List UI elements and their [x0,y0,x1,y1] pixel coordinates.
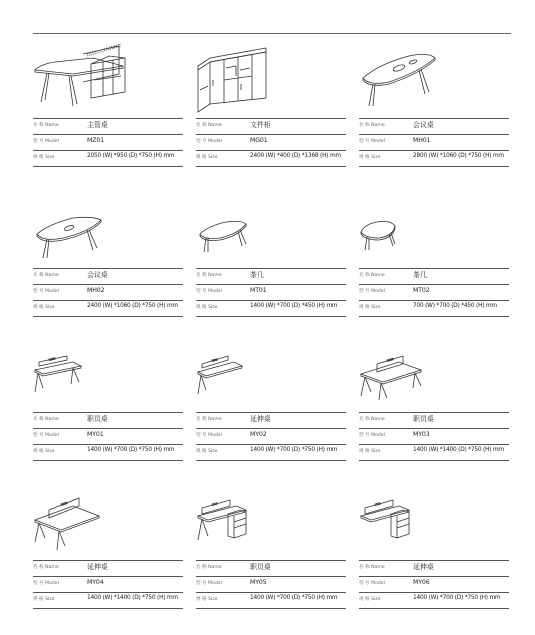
spec-table [196,268,346,317]
product-model: MY04 [87,579,104,586]
name-label: 名 称 Name [359,123,385,128]
spec-table [196,560,346,609]
product-name: 延伸桌 [87,563,108,571]
name-label: 名 称 Name [196,123,222,128]
product-card-mh01 [359,40,509,168]
name-label: 名 称 Name [196,417,222,422]
product-size: 700 (W) *700 (D) *450 (H) mm [413,303,497,309]
spec-table [33,268,183,317]
double-desk-icon [359,350,509,412]
product-model: MH01 [413,137,431,144]
name-label: 名 称 Name [33,273,59,278]
size-label: 规 格 Size [359,305,381,310]
extension-desk-icon [196,350,346,412]
name-label: 名 称 Name [33,123,59,128]
product-size: 1400 (W) *1400 (D) *750 (H) mm [413,447,504,453]
conference-table-icon [33,206,183,268]
model-label: 型 号 Model [196,139,222,144]
spec-table [359,268,509,317]
name-label: 名 称 Name [359,565,385,570]
model-label: 型 号 Model [359,581,385,586]
product-card-my04 [33,490,183,610]
spec-table [359,560,509,609]
product-card-mz01 [33,40,183,168]
product-name: 茶几 [413,271,427,279]
product-size: 2050 (W) *950 (D) *750 (H) mm [87,153,175,159]
model-label: 型 号 Model [33,139,59,144]
product-model: MH02 [87,287,105,294]
size-label: 规 格 Size [359,449,381,454]
size-label: 规 格 Size [196,155,218,160]
executive-desk-icon [33,40,183,120]
product-card-my01 [33,350,183,462]
size-label: 规 格 Size [359,155,381,160]
double-extension-desk-icon [33,490,183,558]
model-label: 型 号 Model [359,289,385,294]
product-model: MY05 [250,579,267,586]
model-label: 型 号 Model [196,433,222,438]
model-label: 型 号 Model [33,289,59,294]
name-label: 名 称 Name [359,417,385,422]
product-model: MT02 [413,287,430,294]
staff-desk-icon [33,350,183,412]
name-label: 名 称 Name [196,565,222,570]
round-table-icon [359,206,509,268]
size-label: 规 格 Size [33,155,55,160]
product-name: 职员桌 [87,415,108,423]
model-label: 型 号 Model [33,433,59,438]
product-card-my02 [196,350,346,462]
file-cabinet-icon [196,40,346,120]
product-model: MY06 [413,579,430,586]
product-name: 会议桌 [413,121,434,129]
product-size: 2400 (W) *1060 (D) *750 (H) mm [87,303,178,309]
product-card-mt02 [359,206,509,318]
size-label: 规 格 Size [33,305,55,310]
size-label: 规 格 Size [196,597,218,602]
product-size: 1400 (W) *700 (D) *750 (H) mm [413,595,501,601]
product-card-my03 [359,350,509,462]
product-card-my06 [359,490,509,610]
extension-desk-with-pedestal-icon [359,490,509,558]
product-name: 延伸桌 [413,563,434,571]
product-card-mg01 [196,40,346,168]
spec-table [196,412,346,461]
name-label: 名 称 Name [359,273,385,278]
product-size: 1400 (W) *1400 (D) *750 (H) mm [87,595,178,601]
top-rule [33,33,511,34]
product-size: 1400 (W) *700 (D) *750 (H) mm [250,447,338,453]
product-model: MZ01 [87,137,105,144]
product-model: MT01 [250,287,267,294]
coffee-table-icon [196,206,346,268]
product-model: MY03 [413,431,430,438]
size-label: 规 格 Size [33,597,55,602]
product-card-mt01 [196,206,346,318]
product-name: 主管桌 [87,121,108,129]
size-label: 规 格 Size [196,449,218,454]
product-model: MG01 [250,137,268,144]
product-name: 职员桌 [250,563,271,571]
size-label: 规 格 Size [359,597,381,602]
model-label: 型 号 Model [359,433,385,438]
product-name: 会议桌 [87,271,108,279]
product-size: 2800 (W) *1060 (D) *750 (H) mm [413,153,504,159]
product-card-my05 [196,490,346,610]
model-label: 型 号 Model [196,289,222,294]
spec-table [33,560,183,609]
name-label: 名 称 Name [33,565,59,570]
product-name: 茶几 [250,271,264,279]
product-name: 延伸桌 [250,415,271,423]
name-label: 名 称 Name [196,273,222,278]
spec-table [359,118,509,167]
product-card-mh02 [33,206,183,318]
model-label: 型 号 Model [196,581,222,586]
product-name: 职员桌 [413,415,434,423]
spec-table [33,412,183,461]
size-label: 规 格 Size [196,305,218,310]
conference-table-icon [359,40,509,120]
product-model: MY02 [250,431,267,438]
spec-table [196,118,346,167]
spec-table [359,412,509,461]
model-label: 型 号 Model [359,139,385,144]
spec-table [33,118,183,167]
desk-with-pedestal-icon [196,490,346,558]
name-label: 名 称 Name [33,417,59,422]
product-size: 1400 (W) *700 (D) *750 (H) mm [87,447,175,453]
product-name: 文件柜 [250,121,271,129]
product-size: 2400 (W) *400 (D) *1368 (H) mm [250,153,341,159]
product-model: MY01 [87,431,104,438]
model-label: 型 号 Model [33,581,59,586]
size-label: 规 格 Size [33,449,55,454]
product-size: 1400 (W) *700 (D) *750 (H) mm [250,595,338,601]
product-size: 1400 (W) *700 (D) *450 (H) mm [250,303,338,309]
